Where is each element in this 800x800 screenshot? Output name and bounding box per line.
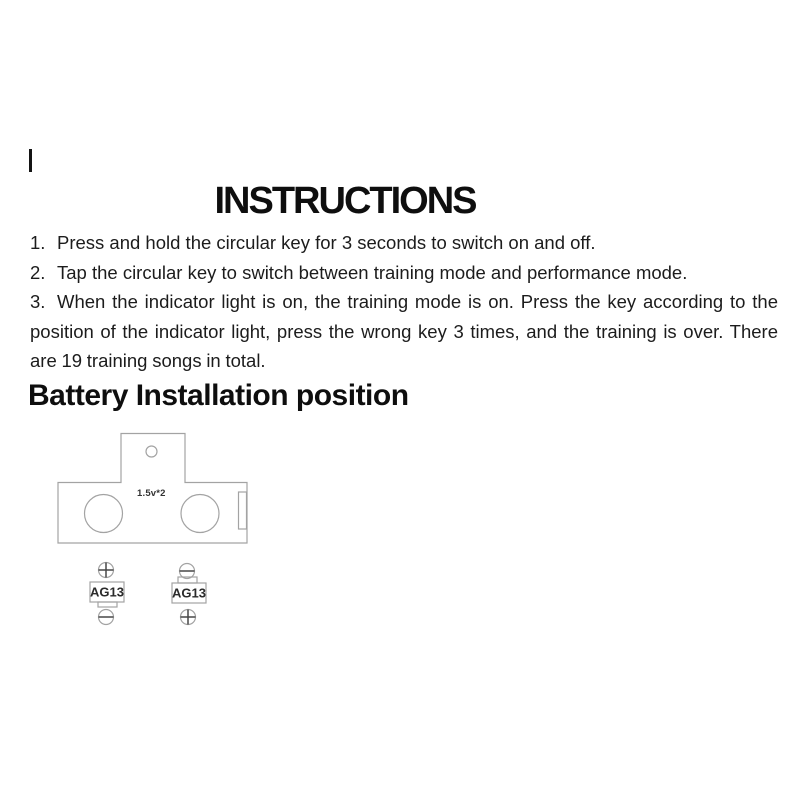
- instruction-text: When the indicator light is on, the training mode is on. Press the key according to the position of the indicator light, press the wrong key 3 times, and the training is over. There are 19 training songs in total.: [30, 291, 778, 371]
- battery-symbol-left: [90, 563, 124, 625]
- instruction-number: 2.: [30, 261, 46, 283]
- battery-section-heading: Battery Installation position: [28, 379, 409, 412]
- instruction-text: Tap the circular key to switch between training mode and performance mode.: [57, 261, 688, 283]
- instruction-item-2: [30, 258, 778, 288]
- instruction-number: 3.: [30, 291, 46, 312]
- side-notch: [239, 492, 247, 529]
- instruction-item-1: [30, 228, 778, 258]
- instructions-list: [30, 228, 778, 376]
- battery-symbol-right: [172, 564, 206, 625]
- text-cursor-mark: [29, 149, 32, 172]
- battery-slot-left: [85, 495, 123, 533]
- screw-hole-icon: [146, 446, 157, 457]
- battery-label: AG13: [172, 585, 206, 601]
- page-title: INSTRUCTIONS: [214, 180, 476, 222]
- instruction-item-3: [30, 287, 778, 376]
- battery-compartment-diagram: [48, 428, 258, 638]
- battery-label: AG13: [90, 584, 124, 600]
- battery-contact-tab: [98, 602, 117, 607]
- voltage-label: 1.5v*2: [137, 488, 166, 499]
- battery-slot-right: [181, 495, 219, 533]
- instruction-text: Press and hold the circular key for 3 seconds to switch on and off.: [57, 232, 596, 253]
- instruction-number: 1.: [30, 232, 46, 253]
